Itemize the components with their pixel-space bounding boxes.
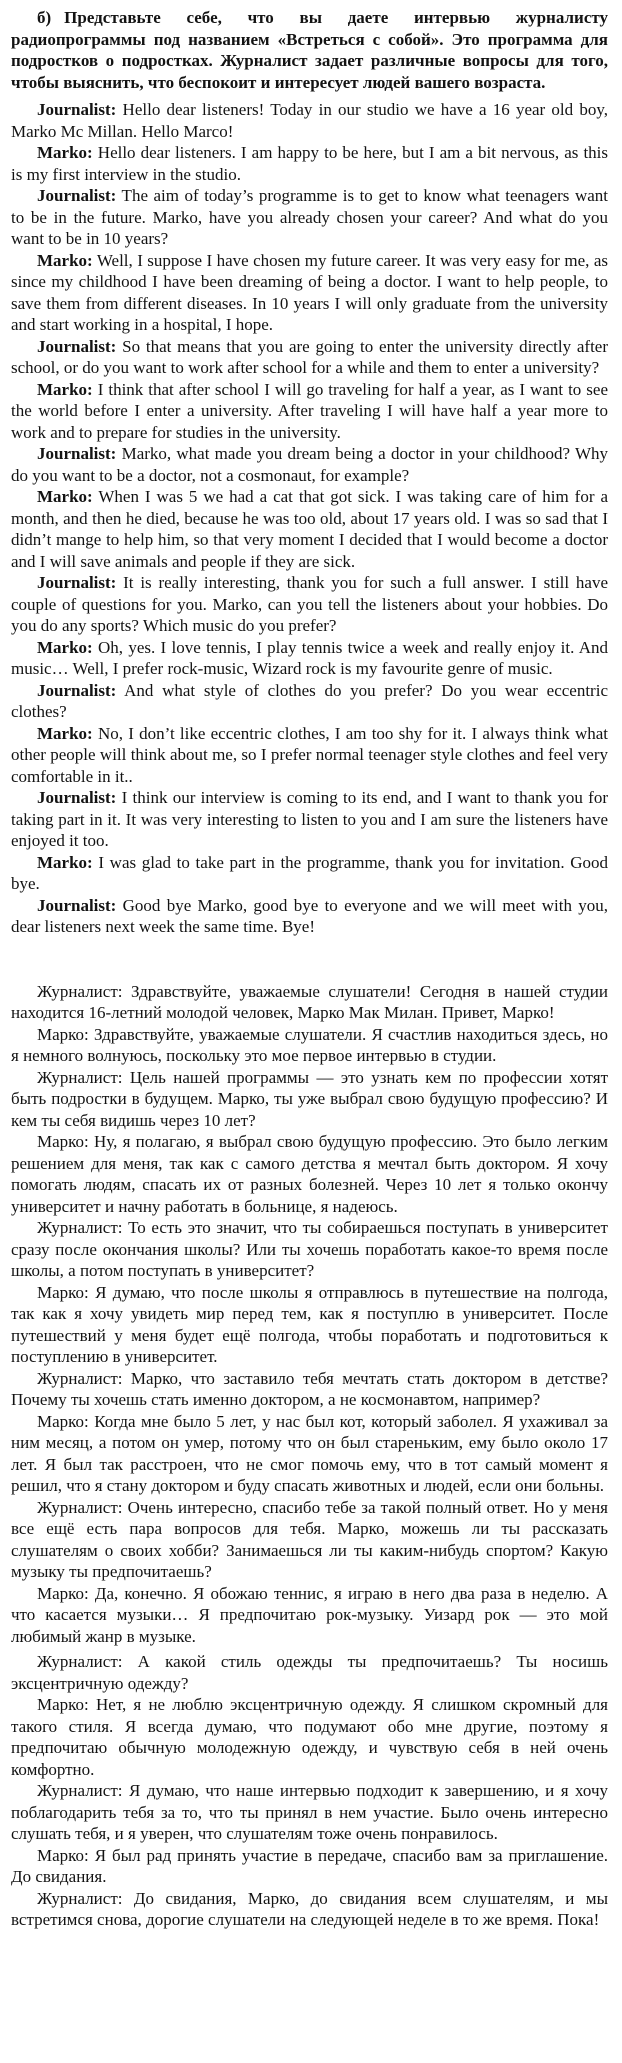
dialogue-paragraph (11, 336, 608, 379)
speaker-name: Marko: (37, 637, 93, 657)
speaker-name: Марко: (37, 1411, 89, 1431)
task-header (11, 7, 608, 93)
speech-text: Я думаю, что после школы я отправлюсь в путешествие на полгода, так как я хочу увидеть мир перед тем, как я поступлю в университет. После путешествий у меня будет ещё полгода, чтобы поработать и подготовиться к поступлению в университет. (11, 1282, 608, 1366)
speech-text: Hello dear listeners. I am happy to be here, but I am a bit nervous, as this is my first interview in the studio. (11, 143, 608, 184)
speaker-name: Марко: (37, 1132, 89, 1151)
speech-text: Good bye Marko, good bye to everyone and we will meet with you, dear listeners next week the same time. Bye! (11, 895, 608, 936)
dialogue-paragraph (11, 680, 608, 723)
dialogue-paragraph (11, 787, 608, 852)
speech-text: Да, конечно. Я обожаю теннис, я играю в него два раза в неделю. А что касается музыки… Я предпочитаю рок-музыку. Уизард рок — это мой любимый жанр в музыке. (11, 1583, 608, 1646)
speech-text: То есть это значит, что ты собираешься поступать в университет сразу после окончания школы? Или ты хочешь поработать какое-то время после школы, а потом поступать в университет? (11, 1218, 608, 1280)
dialogue-paragraph (11, 572, 608, 637)
speaker-name: Marko: (37, 379, 93, 399)
speech-text: When I was 5 we had a cat that got sick. I was taking care of him for a month, and then he died, because he was too old, about 17 years old. I was so sad that I didn’t mange to help him, so that very moment I decided that I would become a doctor and I will save animals and people if they are sick. (11, 487, 608, 571)
speech-text: Marko, what made you dream being a doctor in your childhood? Why do you want to be a doctor, not a cosmonaut, for example? (11, 444, 608, 485)
speech-text: No, I don’t like eccentric clothes, I am too shy for it. I always think what other people will think about me, so I prefer normal teenager style clothes and feel very comfortable in it.. (11, 723, 608, 786)
speaker-name: Журналист: (37, 1652, 123, 1671)
speech-text: And what style of clothes do you prefer? Do you wear eccentric clothes? (11, 680, 608, 721)
dialogue-paragraph (11, 142, 608, 185)
speech-text: Марко, что заставило тебя мечтать стать доктором в детстве? Почему ты хочешь стать именно доктором, а не космонавтом, например? (11, 1368, 608, 1409)
speech-text: I think our interview is coming to its end, and I want to thank you for taking part in it. It was very interesting to listen to you and I am sure the listeners have enjoyed it too. (11, 788, 608, 850)
dialogue-paragraph (11, 637, 608, 680)
speaker-name: Journalist: (37, 336, 117, 356)
russian-dialogue (11, 981, 608, 1931)
speaker-name: Марко: (37, 1024, 89, 1044)
speech-text: Нет, я не люблю эксцентричную одежду. Я слишком скромный для такого стиля. Я всегда думаю, что подумают обо мне другие, поэтому я предпочитаю обычную молодежную одежду, и чувствую себя в ней очень комфортно. (11, 1695, 608, 1779)
speaker-name: Journalist: (37, 788, 117, 807)
dialogue-paragraph (11, 1024, 608, 1067)
speech-text: Здравствуйте, уважаемые слушатели. Я счастлив находиться здесь, но я немного волнуюсь, поскольку это мое первое интервью в студии. (11, 1024, 608, 1065)
speaker-name: Marko: (37, 723, 93, 743)
dialogue-paragraph (11, 1780, 608, 1845)
speaker-name: Журналист: (37, 1497, 123, 1517)
speech-text: Цель нашей программы — это узнать кем по профессии хотят быть подростки в будущем. Марко, ты уже выбрал свою будущую профессию? И кем ты себя видишь через 10 лет? (11, 1067, 608, 1130)
speech-text: Oh, yes. I love tennis, I play tennis twice a week and really enjoy it. And music… Well, I prefer rock-music, Wizard rock is my favourite genre of music. (11, 637, 608, 678)
speaker-name: Марко: (37, 1845, 89, 1865)
dialogue-paragraph (11, 185, 608, 250)
speech-text: Ну, я полагаю, я выбрал свою будущую профессию. Это было легким решением для меня, так как с самого детства я мечтал быть доктором. Я хочу помогать людям, спасать их от разных болезней. Через 10 лет я только окончу университет и начну работать в больнице, я надеюсь. (11, 1132, 608, 1216)
speech-text: Когда мне было 5 лет, у нас был кот, который заболел. Я ухаживал за ним месяц, а потом он умер, потому что он был стареньким, ему было около 17 лет. Я был так расстроен, что не смог помочь ему, что в тот самый момент я решил, что я стану доктором и буду спасать животных и людей, если они больны. (11, 1411, 608, 1495)
speech-text: I think that after school I will go traveling for half a year, as I want to see the world before I enter a university. After traveling I will have half a year more to work and to prepare for studies in the university. (11, 379, 608, 442)
speech-text: Я был рад принять участие в передаче, спасибо вам за приглашение. До свидания. (11, 1845, 608, 1886)
speaker-name: Journalist: (37, 680, 117, 700)
speech-text: Здравствуйте, уважаемые слушатели! Сегодня в нашей студии находится 16-летний молодой человек, Марко Мак Милан. Привет, Марко! (11, 981, 608, 1022)
dialogue-paragraph (11, 895, 608, 938)
task-text: Представьте себе, что вы даете интервью журналисту радиопрограммы под названием «Встреться с собой». Это программа для подростков о подростках. Журналист задает различные вопросы для того, чтобы выяснить, что беспокоит и интересует людей вашего возраста. (11, 8, 608, 92)
dialogue-paragraph (11, 1583, 608, 1648)
speaker-name: Марко: (37, 1282, 89, 1302)
speaker-name: Journalist: (37, 895, 117, 915)
task-label: б) (37, 8, 52, 27)
dialogue-paragraph (11, 1845, 608, 1888)
dialogue-paragraph (11, 486, 608, 572)
dialogue-paragraph (11, 1368, 608, 1411)
dialogue-paragraph (11, 1282, 608, 1368)
speaker-name: Marko: (37, 487, 93, 506)
dialogue-paragraph (11, 1888, 608, 1931)
dialogue-paragraph (11, 1497, 608, 1583)
speaker-name: Journalist: (37, 186, 117, 205)
speaker-name: Marko: (37, 250, 93, 270)
speech-text: I was glad to take part in the programme, thank you for invitation. Good bye. (11, 852, 608, 893)
dialogue-paragraph (11, 981, 608, 1024)
speech-text: Well, I suppose I have chosen my future career. It was very easy for me, as since my childhood I have been dreaming of being a doctor. I want to help people, to save them from different diseases. In 10 years I will only graduate from the university and start working in a hospital, I hope. (11, 250, 608, 334)
speech-text: Hello dear listeners! Today in our studio we have a 16 year old boy, Marko Mc Millan. Hello Marco! (11, 100, 608, 141)
speaker-name: Marko: (37, 143, 93, 162)
english-dialogue (11, 99, 608, 938)
dialogue-paragraph (11, 443, 608, 486)
speaker-name: Журналист: (37, 1888, 123, 1908)
dialogue-paragraph (11, 1067, 608, 1132)
speaker-name: Журналист: (37, 981, 123, 1001)
dialogue-paragraph (11, 99, 608, 142)
speaker-name: Marko: (37, 852, 93, 872)
speaker-name: Журналист: (37, 1781, 123, 1800)
speech-text: It is really interesting, thank you for such a full answer. I still have couple of questions for you. Marko, can you tell the listeners about your hobbies. Do you do any sports? Which music do you prefer? (11, 573, 608, 635)
speaker-name: Журналист: (37, 1067, 123, 1087)
speaker-name: Журналист: (37, 1368, 123, 1388)
speaker-name: Марко: (37, 1695, 89, 1714)
dialogue-paragraph (11, 1694, 608, 1780)
speech-text: The aim of today’s programme is to get to know what teenagers want to be in the future. Marko, have you already chosen your career? And what do you want to be in 10 years? (11, 186, 608, 248)
speech-text: А какой стиль одежды ты предпочитаешь? Ты носишь эксцентричную одежду? (11, 1652, 608, 1693)
dialogue-paragraph (11, 1131, 608, 1217)
speaker-name: Журналист: (37, 1218, 123, 1237)
dialogue-paragraph (11, 379, 608, 444)
speech-text: Очень интересно, спасибо тебе за такой полный ответ. Но у меня все ещё есть пара вопросов для тебя. Марко, можешь ли ты рассказать слушателям о своих хобби? Занимаешься ли ты каким-нибудь спортом? Какую музыку ты предпочитаешь? (11, 1497, 608, 1581)
speech-text: До свидания, Марко, до свидания всем слушателям, и мы встретимся снова, дорогие слушатели на следующей неделе в то же время. Пока! (11, 1888, 608, 1929)
speaker-name: Journalist: (37, 100, 117, 119)
dialogue-paragraph (11, 852, 608, 895)
dialogue-paragraph (11, 250, 608, 336)
speech-text: Я думаю, что наше интервью подходит к завершению, и я хочу поблагодарить тебя за то, что ты принял в нем участие. Было очень интересно слушать тебя, и я уверен, что слушателям тоже очень понравилось. (11, 1781, 608, 1843)
speaker-name: Journalist: (37, 573, 117, 592)
dialogue-paragraph (11, 1217, 608, 1282)
speaker-name: Journalist: (37, 444, 117, 463)
dialogue-paragraph (11, 723, 608, 788)
speech-text: So that means that you are going to enter the university directly after school, or do you want to work after school for a while and them to enter a university? (11, 336, 608, 377)
dialogue-paragraph (11, 1411, 608, 1497)
speaker-name: Марко: (37, 1583, 89, 1603)
dialogue-paragraph (11, 1651, 608, 1694)
